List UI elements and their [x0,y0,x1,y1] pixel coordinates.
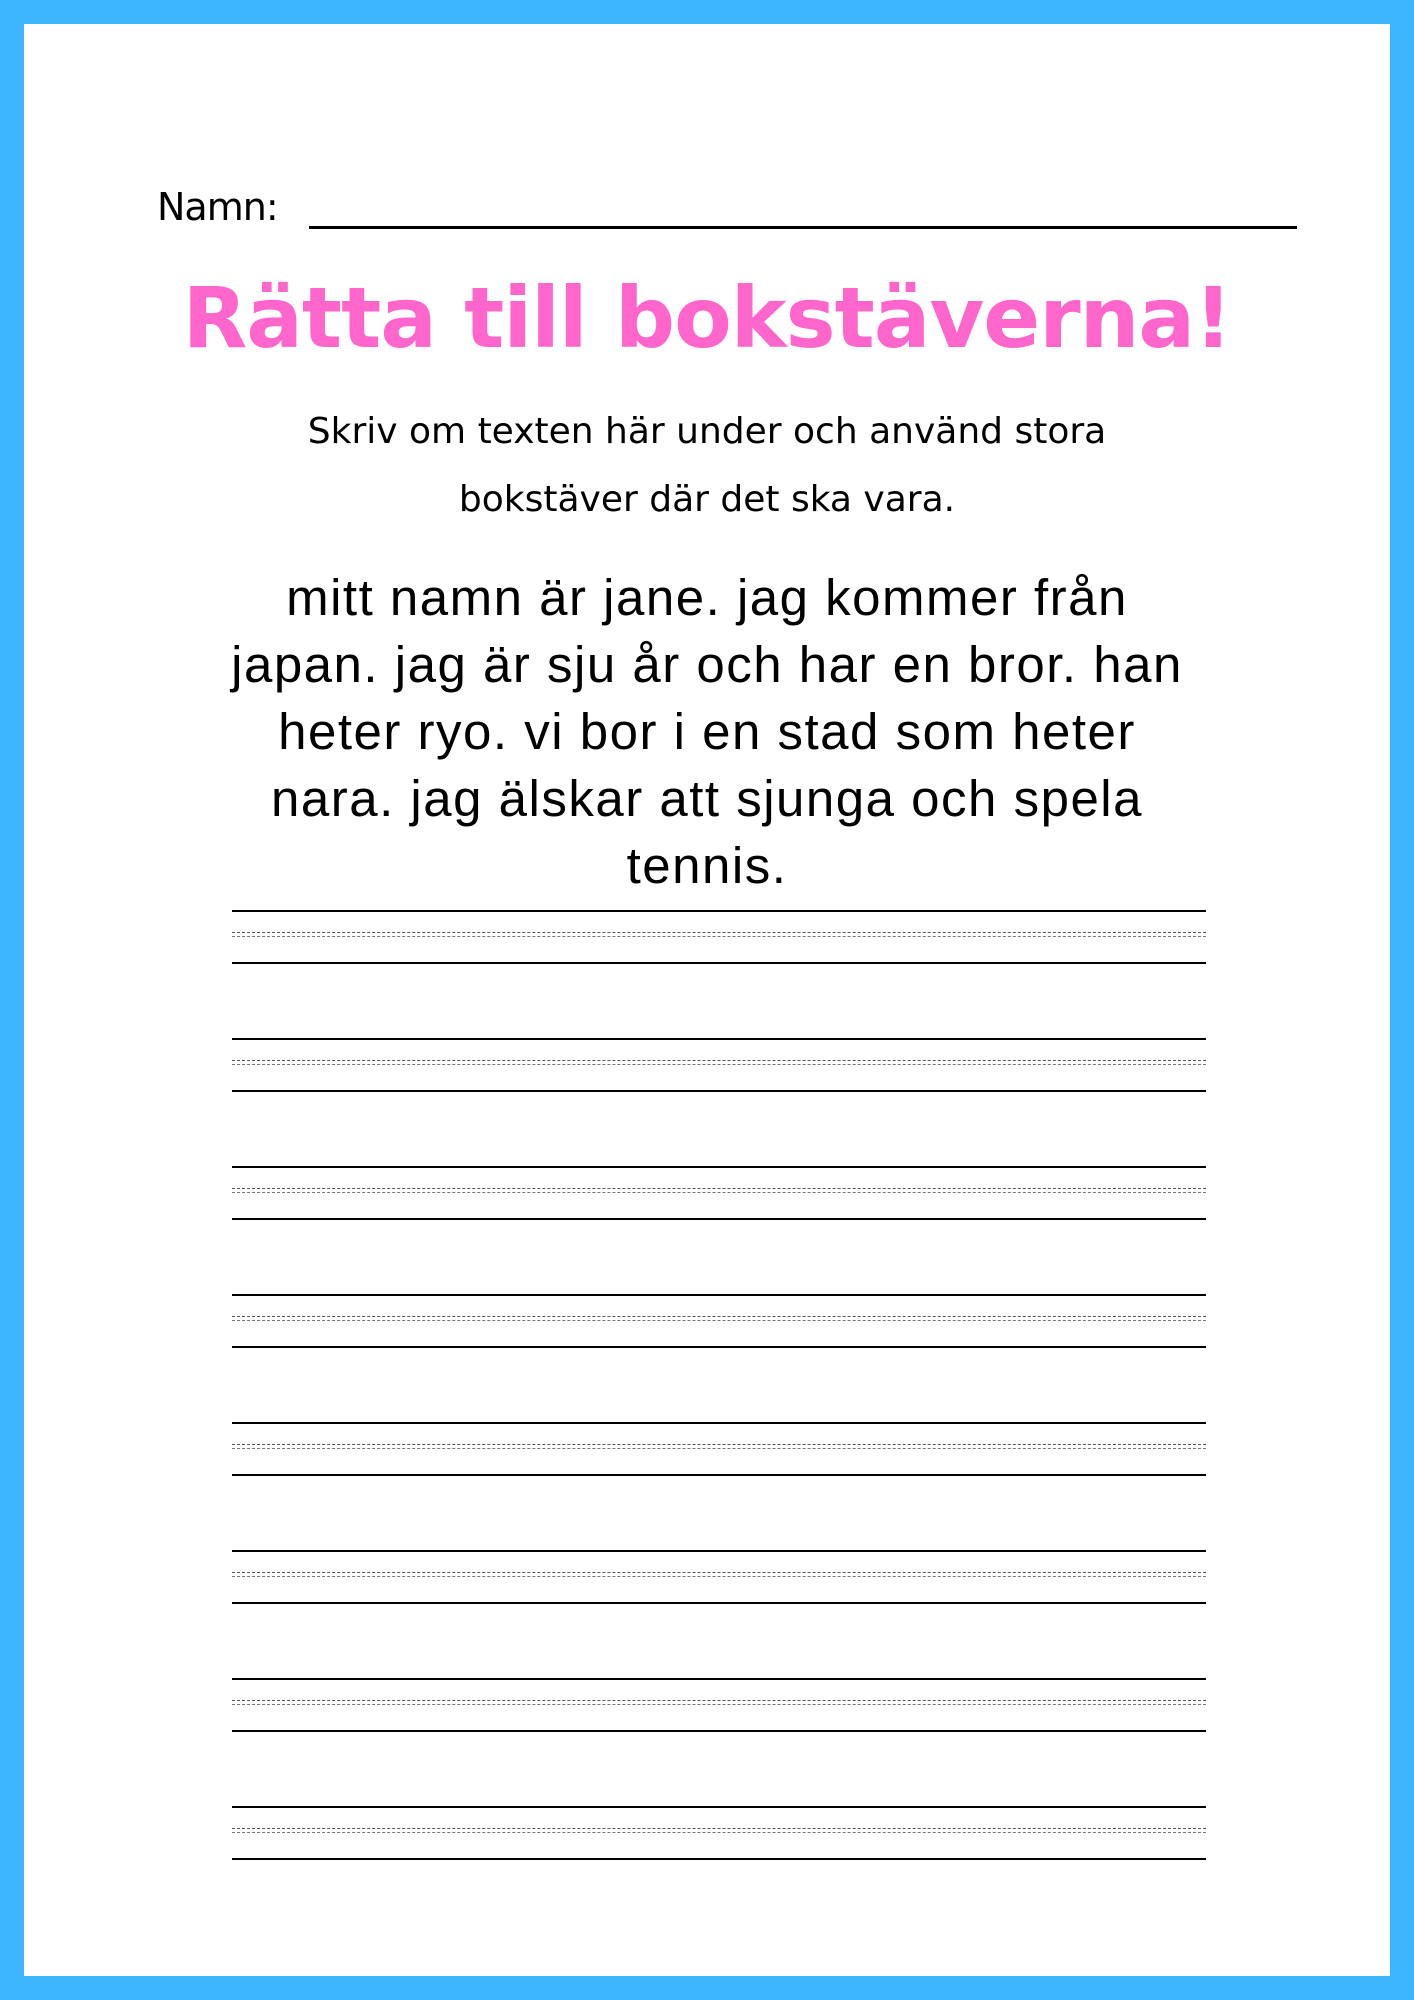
handwriting-line[interactable] [232,1678,1206,1734]
name-row [157,174,1297,240]
handwriting-line[interactable] [232,1806,1206,1862]
name-writing-line[interactable] [309,226,1297,229]
worksheet-title: Rätta till bokstäverna! [182,269,1232,367]
handwriting-lines [232,910,1206,1862]
instruction-text [24,398,1390,534]
handwriting-line[interactable] [232,1550,1206,1606]
passage-line: japan. jag är sju år och har en bror. han [231,636,1183,693]
handwriting-line[interactable] [232,1038,1206,1094]
passage-line: heter ryo. vi bor i en stad som heter [278,703,1136,760]
handwriting-line[interactable] [232,1294,1206,1350]
handwriting-line[interactable] [232,1422,1206,1478]
instruction-line: Skriv om texten här under och använd stora [307,411,1107,452]
passage-line: nara. jag älskar att sjunga och spela [271,770,1143,827]
handwriting-line[interactable] [232,910,1206,966]
passage-line: tennis. [626,837,788,894]
handwriting-line[interactable] [232,1166,1206,1222]
name-label: Namn: [157,185,278,229]
passage-line: mitt namn är jane. jag kommer från [286,569,1128,626]
passage-text [24,564,1390,899]
instruction-line: bokstäver där det ska vara. [458,479,956,520]
